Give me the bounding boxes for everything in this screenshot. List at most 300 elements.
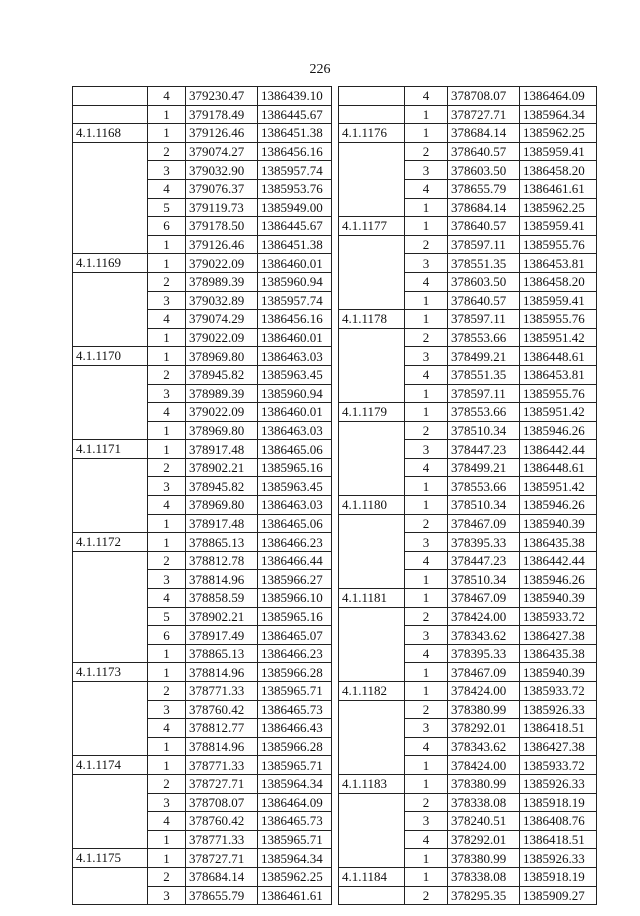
- x-coordinate-cell: 378727.71: [186, 849, 258, 868]
- x-coordinate-cell: 378380.99: [448, 849, 520, 868]
- y-coordinate-cell: 1386463.03: [258, 496, 332, 515]
- section-cell: [73, 514, 148, 533]
- x-coordinate-cell: 378902.21: [186, 458, 258, 477]
- x-coordinate-cell: 378917.48: [186, 440, 258, 459]
- y-coordinate-cell: 1385918.19: [520, 867, 597, 886]
- table-row: [73, 533, 332, 552]
- x-coordinate-cell: 379074.29: [186, 310, 258, 329]
- section-cell: [73, 310, 148, 329]
- x-coordinate-cell: 378467.09: [448, 514, 520, 533]
- x-coordinate-cell: 378858.59: [186, 589, 258, 608]
- point-number-cell: 1: [405, 570, 448, 589]
- section-cell: [339, 161, 405, 180]
- table-row: [339, 607, 597, 626]
- point-number-cell: 1: [405, 756, 448, 775]
- y-coordinate-cell: 1385946.26: [520, 496, 597, 515]
- section-cell: [339, 477, 405, 496]
- table-row: [339, 533, 597, 552]
- section-cell: [73, 626, 148, 645]
- point-number-cell: 3: [405, 533, 448, 552]
- section-cell: [73, 198, 148, 217]
- y-coordinate-cell: 1385940.39: [520, 514, 597, 533]
- section-cell: [339, 793, 405, 812]
- x-coordinate-cell: 378655.79: [448, 179, 520, 198]
- section-cell: [73, 830, 148, 849]
- x-coordinate-cell: 378917.48: [186, 514, 258, 533]
- y-coordinate-cell: 1385957.74: [258, 161, 332, 180]
- x-coordinate-cell: 378969.80: [186, 421, 258, 440]
- y-coordinate-cell: 1385963.45: [258, 477, 332, 496]
- x-coordinate-cell: 378814.96: [186, 570, 258, 589]
- point-number-cell: 4: [148, 589, 186, 608]
- point-number-cell: 1: [148, 328, 186, 347]
- table-row: [73, 198, 332, 217]
- point-number-cell: 1: [148, 533, 186, 552]
- section-cell: [73, 217, 148, 236]
- x-coordinate-cell: 378447.23: [448, 551, 520, 570]
- point-number-cell: 4: [148, 403, 186, 422]
- section-cell: [73, 421, 148, 440]
- x-coordinate-cell: 378292.01: [448, 719, 520, 738]
- section-cell: [73, 774, 148, 793]
- point-number-cell: 4: [405, 644, 448, 663]
- table-row: [73, 179, 332, 198]
- x-coordinate-cell: 378771.33: [186, 756, 258, 775]
- y-coordinate-cell: 1386464.09: [520, 87, 597, 106]
- page-number: 226: [309, 62, 331, 77]
- point-number-cell: 3: [148, 161, 186, 180]
- point-number-cell: 3: [405, 440, 448, 459]
- table-row: [339, 644, 597, 663]
- section-cell: 4.1.1170: [73, 347, 148, 366]
- point-number-cell: 3: [148, 384, 186, 403]
- y-coordinate-cell: 1385949.00: [258, 198, 332, 217]
- x-coordinate-cell: 379178.49: [186, 105, 258, 124]
- section-cell: [73, 105, 148, 124]
- point-number-cell: 2: [148, 774, 186, 793]
- y-coordinate-cell: 1385940.39: [520, 663, 597, 682]
- section-cell: [339, 421, 405, 440]
- y-coordinate-cell: 1385955.76: [520, 310, 597, 329]
- x-coordinate-cell: 378969.80: [186, 496, 258, 515]
- table-row: [73, 291, 332, 310]
- point-number-cell: 4: [405, 737, 448, 756]
- y-coordinate-cell: 1386418.51: [520, 719, 597, 738]
- x-coordinate-cell: 378727.71: [448, 105, 520, 124]
- table-row: [339, 198, 597, 217]
- point-number-cell: 1: [405, 105, 448, 124]
- y-coordinate-cell: 1385965.16: [258, 458, 332, 477]
- x-coordinate-cell: 379119.73: [186, 198, 258, 217]
- section-cell: 4.1.1179: [339, 403, 405, 422]
- y-coordinate-cell: 1386466.23: [258, 533, 332, 552]
- x-coordinate-cell: 378684.14: [448, 124, 520, 143]
- y-coordinate-cell: 1386460.01: [258, 328, 332, 347]
- section-cell: [339, 886, 405, 905]
- section-cell: [339, 849, 405, 868]
- point-number-cell: 1: [148, 514, 186, 533]
- y-coordinate-cell: 1385965.71: [258, 830, 332, 849]
- y-coordinate-cell: 1385964.34: [258, 849, 332, 868]
- x-coordinate-cell: 378771.33: [186, 830, 258, 849]
- x-coordinate-cell: 378553.66: [448, 328, 520, 347]
- section-cell: [73, 87, 148, 106]
- table-row: [73, 830, 332, 849]
- x-coordinate-cell: 378760.42: [186, 812, 258, 831]
- y-coordinate-cell: 1385933.72: [520, 607, 597, 626]
- y-coordinate-cell: 1386466.43: [258, 719, 332, 738]
- y-coordinate-cell: 1386435.38: [520, 533, 597, 552]
- table-row: [73, 105, 332, 124]
- section-cell: [339, 514, 405, 533]
- point-number-cell: 1: [148, 124, 186, 143]
- point-number-cell: 4: [148, 812, 186, 831]
- x-coordinate-cell: 378771.33: [186, 682, 258, 701]
- section-cell: [73, 607, 148, 626]
- x-coordinate-cell: 378510.34: [448, 570, 520, 589]
- y-coordinate-cell: 1386464.09: [258, 793, 332, 812]
- table-row: [339, 700, 597, 719]
- table-row: [339, 756, 597, 775]
- x-coordinate-cell: 378865.13: [186, 533, 258, 552]
- y-coordinate-cell: 1386461.61: [258, 886, 332, 905]
- point-number-cell: 1: [148, 421, 186, 440]
- point-number-cell: 4: [405, 551, 448, 570]
- table-row: [339, 403, 597, 422]
- y-coordinate-cell: 1386456.16: [258, 142, 332, 161]
- section-cell: [339, 365, 405, 384]
- point-number-cell: 1: [405, 291, 448, 310]
- point-number-cell: 1: [148, 737, 186, 756]
- y-coordinate-cell: 1385951.42: [520, 403, 597, 422]
- section-cell: [73, 179, 148, 198]
- x-coordinate-cell: 378684.14: [186, 867, 258, 886]
- section-cell: [73, 235, 148, 254]
- point-number-cell: 2: [148, 272, 186, 291]
- x-coordinate-cell: 378424.00: [448, 756, 520, 775]
- section-cell: [339, 533, 405, 552]
- section-cell: [73, 682, 148, 701]
- point-number-cell: 1: [148, 663, 186, 682]
- x-coordinate-cell: 379076.37: [186, 179, 258, 198]
- y-coordinate-cell: 1385955.76: [520, 235, 597, 254]
- table-row: [73, 347, 332, 366]
- x-coordinate-cell: 378917.49: [186, 626, 258, 645]
- point-number-cell: 1: [405, 310, 448, 329]
- point-number-cell: 4: [148, 179, 186, 198]
- table-row: [339, 812, 597, 831]
- point-number-cell: 1: [148, 849, 186, 868]
- x-coordinate-cell: 378814.96: [186, 663, 258, 682]
- point-number-cell: 5: [148, 198, 186, 217]
- point-number-cell: 2: [148, 142, 186, 161]
- point-number-cell: 2: [148, 682, 186, 701]
- section-cell: [73, 644, 148, 663]
- x-coordinate-cell: 378553.66: [448, 403, 520, 422]
- y-coordinate-cell: 1385918.19: [520, 793, 597, 812]
- point-number-cell: 3: [148, 700, 186, 719]
- x-coordinate-cell: 378338.08: [448, 867, 520, 886]
- table-row: [339, 589, 597, 608]
- section-cell: [339, 384, 405, 403]
- point-number-cell: 3: [148, 291, 186, 310]
- table-row: [73, 849, 332, 868]
- table-row: [73, 421, 332, 440]
- y-coordinate-cell: 1385951.42: [520, 328, 597, 347]
- x-coordinate-cell: 378551.35: [448, 365, 520, 384]
- table-row: [339, 440, 597, 459]
- y-coordinate-cell: 1386427.38: [520, 626, 597, 645]
- section-cell: [73, 886, 148, 905]
- x-coordinate-cell: 378640.57: [448, 142, 520, 161]
- y-coordinate-cell: 1386442.44: [520, 551, 597, 570]
- table-row: [73, 384, 332, 403]
- y-coordinate-cell: 1385946.26: [520, 421, 597, 440]
- y-coordinate-cell: 1385951.42: [520, 477, 597, 496]
- y-coordinate-cell: 1386465.06: [258, 440, 332, 459]
- point-number-cell: 4: [148, 87, 186, 106]
- table-row: [339, 867, 597, 886]
- x-coordinate-cell: 379230.47: [186, 87, 258, 106]
- x-coordinate-cell: 378812.77: [186, 719, 258, 738]
- table-row: [73, 142, 332, 161]
- x-coordinate-cell: 378708.07: [448, 87, 520, 106]
- table-row: [73, 793, 332, 812]
- x-coordinate-cell: 378597.11: [448, 384, 520, 403]
- point-number-cell: 3: [405, 347, 448, 366]
- x-coordinate-cell: 378760.42: [186, 700, 258, 719]
- point-number-cell: 1: [405, 849, 448, 868]
- table-row: [339, 124, 597, 143]
- table-row: [73, 87, 332, 106]
- table-row: [73, 514, 332, 533]
- x-coordinate-cell: 378597.11: [448, 235, 520, 254]
- table-row: [339, 347, 597, 366]
- y-coordinate-cell: 1385953.76: [258, 179, 332, 198]
- table-row: [73, 644, 332, 663]
- table-row: [73, 774, 332, 793]
- table-row: [73, 867, 332, 886]
- x-coordinate-cell: 378424.00: [448, 682, 520, 701]
- section-cell: [339, 570, 405, 589]
- y-coordinate-cell: 1386427.38: [520, 737, 597, 756]
- section-cell: 4.1.1174: [73, 756, 148, 775]
- y-coordinate-cell: 1385957.74: [258, 291, 332, 310]
- x-coordinate-cell: 378640.57: [448, 291, 520, 310]
- section-cell: 4.1.1177: [339, 217, 405, 236]
- point-number-cell: 2: [405, 421, 448, 440]
- table-row: [339, 774, 597, 793]
- x-coordinate-cell: 379022.09: [186, 328, 258, 347]
- x-coordinate-cell: 378510.34: [448, 496, 520, 515]
- y-coordinate-cell: 1385966.28: [258, 737, 332, 756]
- point-number-cell: 1: [405, 384, 448, 403]
- x-coordinate-cell: 378902.21: [186, 607, 258, 626]
- x-coordinate-cell: 379032.90: [186, 161, 258, 180]
- y-coordinate-cell: 1385959.41: [520, 142, 597, 161]
- x-coordinate-cell: 378424.00: [448, 607, 520, 626]
- point-number-cell: 4: [405, 458, 448, 477]
- point-number-cell: 1: [405, 198, 448, 217]
- point-number-cell: 2: [405, 235, 448, 254]
- coordinates-table-right: [338, 86, 597, 905]
- x-coordinate-cell: 378655.79: [186, 886, 258, 905]
- section-cell: [339, 458, 405, 477]
- section-cell: [339, 328, 405, 347]
- section-cell: 4.1.1180: [339, 496, 405, 515]
- table-row: [339, 626, 597, 645]
- table-row: [339, 458, 597, 477]
- point-number-cell: 2: [148, 365, 186, 384]
- x-coordinate-cell: 378295.35: [448, 886, 520, 905]
- section-cell: [339, 347, 405, 366]
- point-number-cell: 2: [405, 607, 448, 626]
- point-number-cell: 1: [148, 440, 186, 459]
- point-number-cell: 2: [405, 886, 448, 905]
- x-coordinate-cell: 378684.14: [448, 198, 520, 217]
- point-number-cell: 3: [405, 254, 448, 273]
- x-coordinate-cell: 378708.07: [186, 793, 258, 812]
- table-row: [73, 756, 332, 775]
- section-cell: [339, 812, 405, 831]
- y-coordinate-cell: 1385955.76: [520, 384, 597, 403]
- y-coordinate-cell: 1386466.44: [258, 551, 332, 570]
- x-coordinate-cell: 379126.46: [186, 124, 258, 143]
- x-coordinate-cell: 378447.23: [448, 440, 520, 459]
- coordinates-table-left: [72, 86, 332, 905]
- table-row: [73, 477, 332, 496]
- point-number-cell: 2: [405, 142, 448, 161]
- section-cell: 4.1.1169: [73, 254, 148, 273]
- section-cell: [73, 403, 148, 422]
- point-number-cell: 4: [405, 830, 448, 849]
- y-coordinate-cell: 1386463.03: [258, 347, 332, 366]
- y-coordinate-cell: 1386418.51: [520, 830, 597, 849]
- section-cell: [73, 812, 148, 831]
- y-coordinate-cell: 1386448.61: [520, 347, 597, 366]
- section-cell: [339, 756, 405, 775]
- point-number-cell: 3: [148, 886, 186, 905]
- table-row: [73, 719, 332, 738]
- x-coordinate-cell: 378945.82: [186, 365, 258, 384]
- y-coordinate-cell: 1385962.25: [258, 867, 332, 886]
- table-row: [73, 570, 332, 589]
- y-coordinate-cell: 1386458.20: [520, 272, 597, 291]
- section-cell: [339, 700, 405, 719]
- table-row: [339, 384, 597, 403]
- section-cell: [73, 496, 148, 515]
- x-coordinate-cell: 378597.11: [448, 310, 520, 329]
- table-row: [73, 254, 332, 273]
- table-row: [73, 812, 332, 831]
- x-coordinate-cell: 378343.62: [448, 737, 520, 756]
- y-coordinate-cell: 1385964.34: [258, 774, 332, 793]
- y-coordinate-cell: 1385960.94: [258, 384, 332, 403]
- table-row: [339, 217, 597, 236]
- section-cell: 4.1.1176: [339, 124, 405, 143]
- point-number-cell: 4: [405, 365, 448, 384]
- section-cell: 4.1.1168: [73, 124, 148, 143]
- section-cell: [339, 254, 405, 273]
- section-cell: 4.1.1178: [339, 310, 405, 329]
- section-cell: [339, 663, 405, 682]
- section-cell: [339, 830, 405, 849]
- point-number-cell: 3: [148, 477, 186, 496]
- table-row: [339, 179, 597, 198]
- x-coordinate-cell: 378292.01: [448, 830, 520, 849]
- table-row: [339, 514, 597, 533]
- y-coordinate-cell: 1385964.34: [520, 105, 597, 124]
- table-row: [339, 849, 597, 868]
- x-coordinate-cell: 379178.50: [186, 217, 258, 236]
- y-coordinate-cell: 1385926.33: [520, 849, 597, 868]
- y-coordinate-cell: 1386453.81: [520, 365, 597, 384]
- point-number-cell: 1: [148, 347, 186, 366]
- x-coordinate-cell: 378395.33: [448, 533, 520, 552]
- point-number-cell: 2: [405, 328, 448, 347]
- y-coordinate-cell: 1385926.33: [520, 774, 597, 793]
- point-number-cell: 2: [405, 793, 448, 812]
- point-number-cell: 6: [148, 626, 186, 645]
- section-cell: [73, 142, 148, 161]
- section-cell: [73, 365, 148, 384]
- x-coordinate-cell: 378989.39: [186, 384, 258, 403]
- section-cell: 4.1.1183: [339, 774, 405, 793]
- y-coordinate-cell: 1386463.03: [258, 421, 332, 440]
- point-number-cell: 1: [148, 830, 186, 849]
- section-cell: [73, 384, 148, 403]
- y-coordinate-cell: 1386461.61: [520, 179, 597, 198]
- point-number-cell: 3: [405, 626, 448, 645]
- section-cell: 4.1.1181: [339, 589, 405, 608]
- x-coordinate-cell: 379022.09: [186, 403, 258, 422]
- point-number-cell: 1: [148, 756, 186, 775]
- point-number-cell: 2: [148, 551, 186, 570]
- section-cell: [73, 700, 148, 719]
- section-cell: [73, 719, 148, 738]
- x-coordinate-cell: 378395.33: [448, 644, 520, 663]
- point-number-cell: 1: [405, 124, 448, 143]
- point-number-cell: 3: [148, 570, 186, 589]
- y-coordinate-cell: 1385959.41: [520, 217, 597, 236]
- table-row: [339, 570, 597, 589]
- table-row: [73, 626, 332, 645]
- y-coordinate-cell: 1386458.20: [520, 161, 597, 180]
- y-coordinate-cell: 1385965.71: [258, 756, 332, 775]
- section-cell: [339, 105, 405, 124]
- y-coordinate-cell: 1385909.27: [520, 886, 597, 905]
- point-number-cell: 2: [405, 700, 448, 719]
- x-coordinate-cell: 379032.89: [186, 291, 258, 310]
- section-cell: [339, 551, 405, 570]
- table-row: [73, 403, 332, 422]
- section-cell: [339, 719, 405, 738]
- section-cell: [73, 161, 148, 180]
- section-cell: [73, 272, 148, 291]
- section-cell: [73, 477, 148, 496]
- x-coordinate-cell: 378467.09: [448, 663, 520, 682]
- y-coordinate-cell: 1385963.45: [258, 365, 332, 384]
- table-row: [339, 886, 597, 905]
- table-row: [73, 124, 332, 143]
- table-row: [73, 551, 332, 570]
- table-row: [339, 663, 597, 682]
- table-row: [73, 496, 332, 515]
- section-cell: [339, 737, 405, 756]
- point-number-cell: 4: [148, 496, 186, 515]
- table-row: [339, 254, 597, 273]
- section-cell: 4.1.1173: [73, 663, 148, 682]
